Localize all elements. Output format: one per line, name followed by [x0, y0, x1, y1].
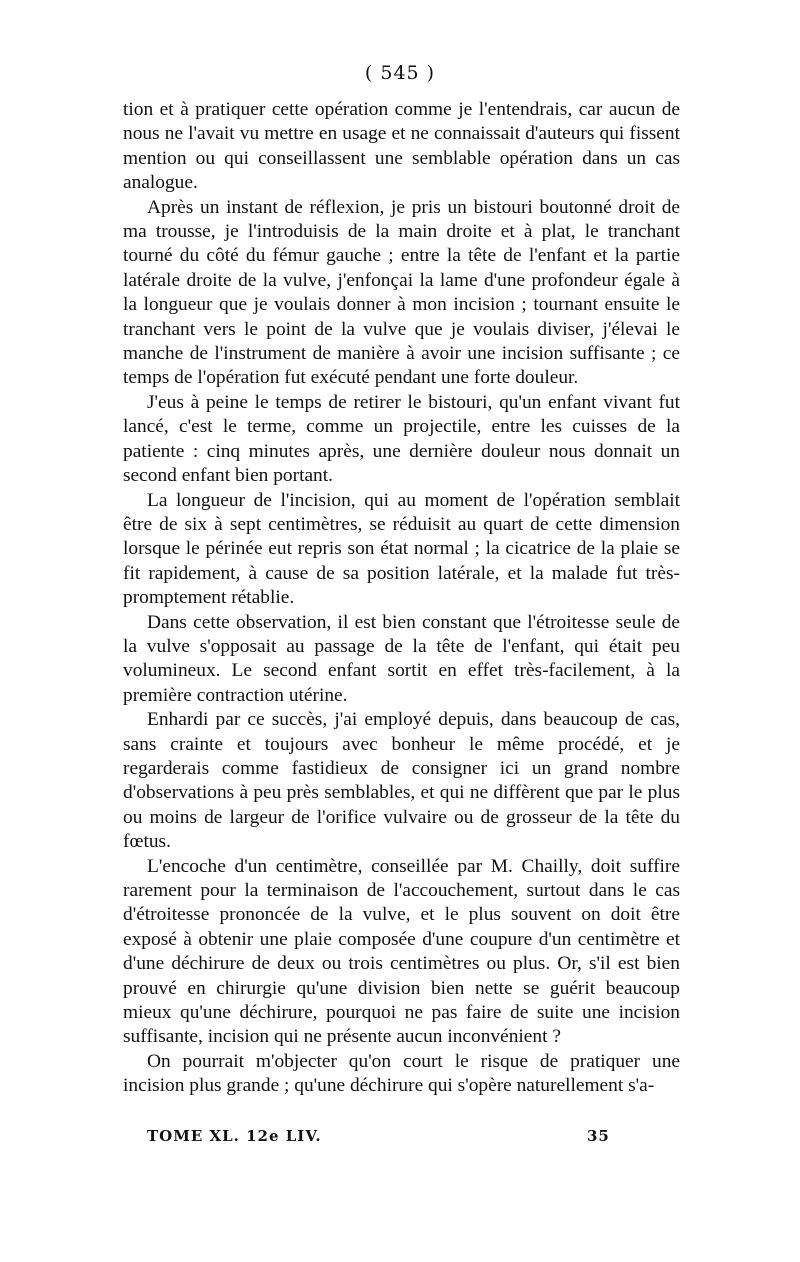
paragraph-operation: Après un instant de réflexion, je pris un bistouri boutonné droit de ma trousse, je l'introduisis de la main droite et à plat, le tranchant tourné du côté du fémur gauche ; entre la tête de l'enfant et la partie latérale droite de la vulve, j'enfonçai la lame d'une profondeur égale à la longueur que je voulais donner à mon incision ; tournant ensuite le tranchant vers le point de la vulve que je voulais diviser, j'élevai le manche de l'instrument de manière à avoir une incision suffisante ; ce temps de l'opération fut exécuté pendant une forte douleur. — [123, 196, 680, 389]
paragraph-success: Enhardi par ce succès, j'ai employé depuis, dans beaucoup de cas, sans crainte et toujours avec bonheur le même procédé, et je regarderais comme fastidieux de consigner ici un grand nombre d'observations à peu près semblables, et qui ne diffèrent que par le plus ou moins de largeur de l'orifice vulvaire ou de grosseur de la tête du fœtus. — [123, 709, 680, 853]
paragraph-continuation: tion et à pratiquer cette opération comme je l'entendrais, car aucun de nous ne l'avait vu mettre en usage et ne connaissait d'auteurs qui fissent mention ou qui conseillassent une semblable opération dans un cas analogue. — [123, 99, 680, 194]
paragraph-incision-length: La longueur de l'incision, qui au moment de l'opération semblait être de six à sept centimètres, se réduisit au quart de cette dimension lorsque le périnée eut repris son état normal ; la cicatrice de la plaie se fit rapidement, à cause de sa position latérale, et la malade fut très-promptement rétablie. — [123, 489, 680, 609]
paragraph-birth: J'eus à peine le temps de retirer le bistouri, qu'un enfant vivant fut lancé, c'est le terme, comme un projectile, entre les cuisses de la patiente : cinq minutes après, une dernière douleur nous donnait un second enfant bien portant. — [123, 391, 680, 487]
signature-mark: TOME XL. 12e LIV. — [147, 1127, 322, 1145]
body-text — [123, 98, 680, 1099]
page-number: ( 545 ) — [364, 62, 436, 84]
paragraph-observation: Dans cette observation, il est bien constant que l'étroitesse seule de la vulve s'opposait au passage de la tête de l'enfant, qui était peu volumineux. Le second enfant sortit en effet très-facilement, à la première contraction utérine. — [123, 611, 680, 706]
sheet-number: 35 — [587, 1127, 610, 1145]
paragraph-notch: L'encoche d'un centimètre, conseillée par M. Chailly, doit suffire rarement pour la terminaison de l'accouchement, surtout dans le cas d'étroitesse prononcée de la vulve, et le plus souvent on doit être exposé à obtenir une plaie composée d'une coupure d'un centimètre et d'une déchirure de deux ou trois centimètres ou plus. Or, s'il est bien prouvé en chirurgie qu'une division bien nette se guérit beaucoup mieux qu'une déchirure, pourquoi ne pas faire de suite une incision suffisante, incision qui ne présente aucun inconvénient ? — [123, 855, 680, 1048]
paragraph-objection: On pourrait m'objecter qu'on court le risque de pratiquer une incision plus grande ; qu'une déchirure qui s'opère naturellement s'a- — [123, 1050, 680, 1097]
